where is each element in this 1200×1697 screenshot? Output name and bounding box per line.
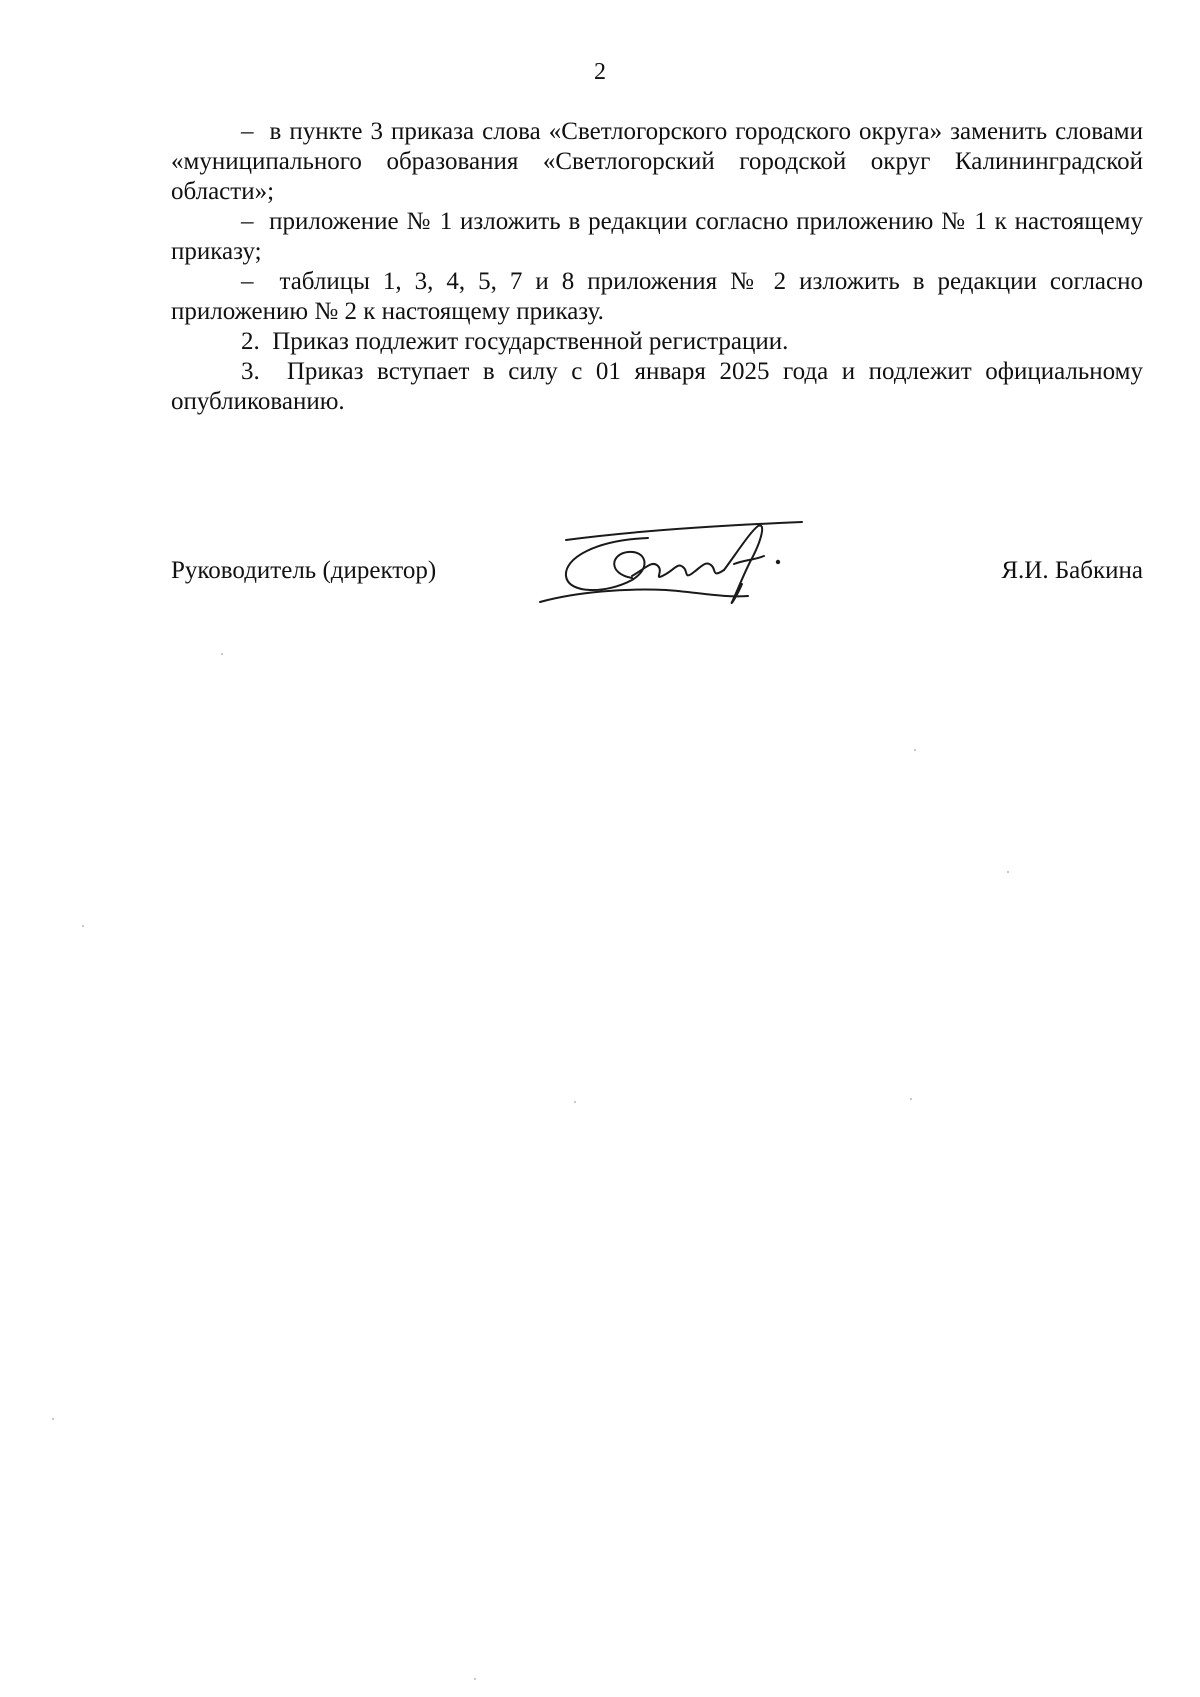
scan-speck [910, 1098, 912, 1100]
scan-speck [474, 1678, 476, 1680]
signatory-position: Руководитель (директор) [171, 557, 437, 584]
scan-speck [52, 1418, 54, 1420]
amendment-item-appendix-1: – приложение № 1 изложить в редакции согласно приложению № 1 к настоящему приказу; [171, 208, 1143, 265]
page-number: 2 [594, 59, 606, 85]
clause-registration: 2. Приказ подлежит государственной регистрации. [241, 328, 789, 355]
amendment-item-point-3: – в пункте 3 приказа слова «Светлогорского городского округа» заменить словами «муниципального образования «Светлогорский городской округ Калининградской области»; [171, 118, 1143, 205]
amendment-item-appendix-2-tables: – таблицы 1, 3, 4, 5, 7 и 8 приложения № 2 изложить в редакции согласно приложению № 2 к настоящему приказу. [171, 268, 1143, 325]
scan-speck [574, 1101, 576, 1103]
document-body [171, 117, 1143, 417]
clause-effective-date: 3. Приказ вступает в силу с 01 января 2025 года и подлежит официальному опубликованию. [171, 358, 1143, 415]
scan-speck [914, 749, 916, 751]
scan-speck [221, 653, 223, 655]
handwritten-signature [536, 510, 816, 618]
signature-block [171, 510, 1143, 620]
scan-speck [82, 925, 84, 927]
signatory-name: Я.И. Бабкина [1001, 557, 1143, 584]
scan-speck [1007, 871, 1009, 873]
